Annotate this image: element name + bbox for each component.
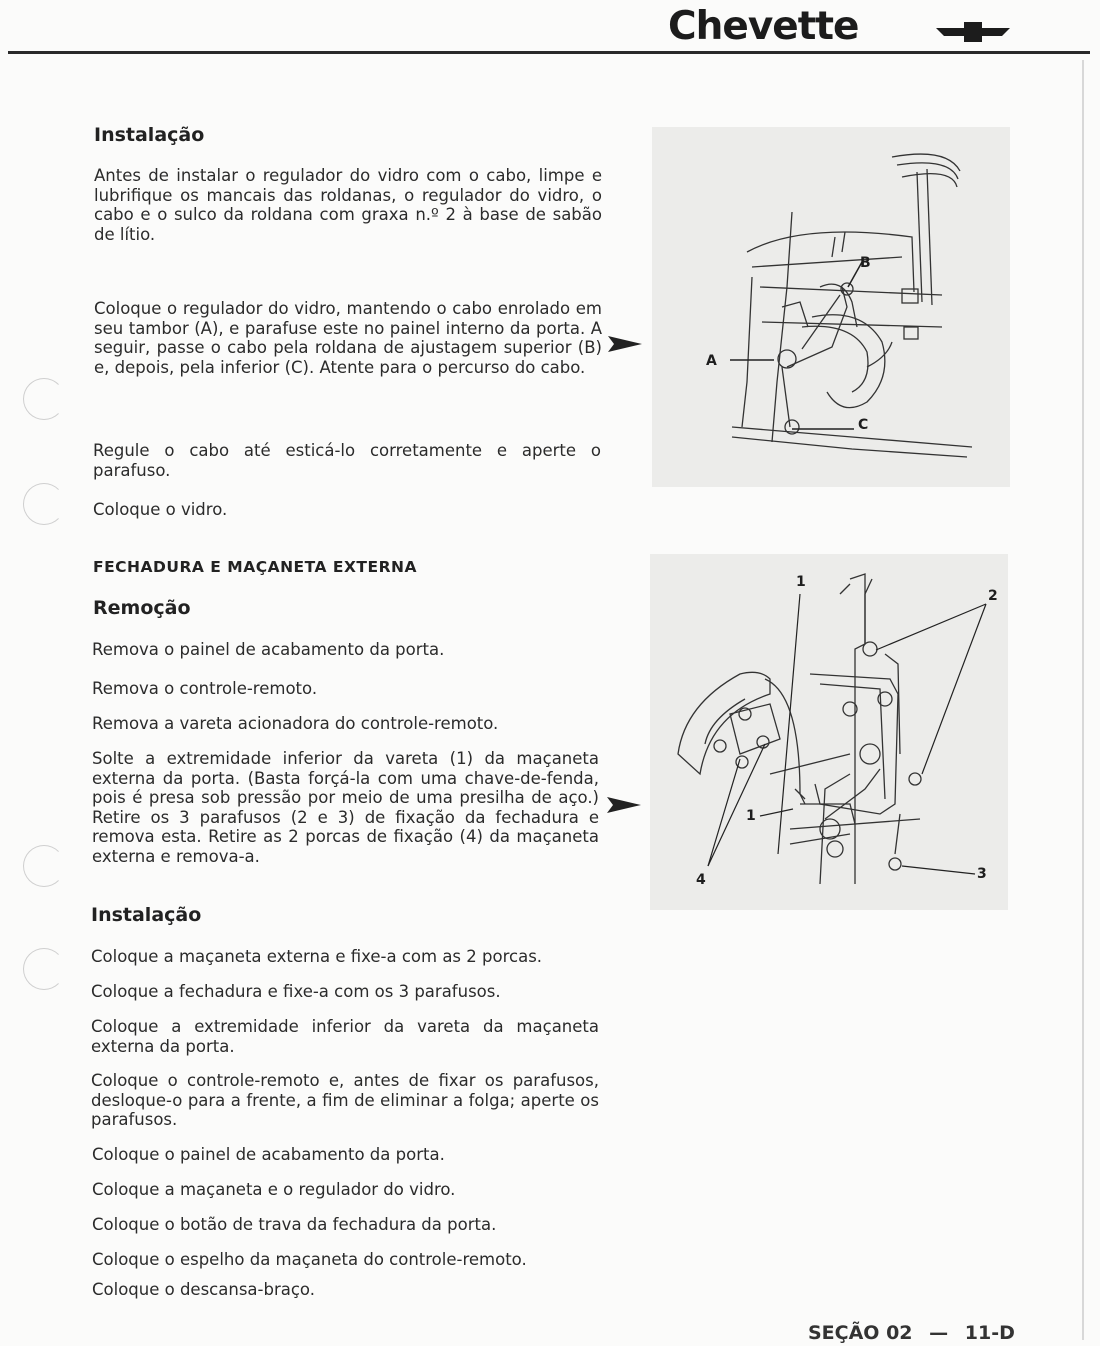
list-item: Coloque a extremidade inferior da vareta da maçaneta externa da porta. [91,1017,599,1056]
figure-label-1-top: 1 [796,574,806,590]
binder-hole [23,483,65,525]
paragraph: Remova a vareta acionadora do controle-remoto. [92,714,499,733]
list-item: Coloque o painel de acabamento da porta. [92,1145,445,1164]
chevrolet-bowtie-logo [936,18,1010,44]
footer-section: SEÇÃO 02 [808,1322,913,1344]
header-rule [8,51,1090,54]
footer-dash: — [929,1322,949,1344]
list-item: Coloque o controle-remoto e, antes de fixar os parafusos, desloque-o para a frente, a fim de eliminar a folga; aperte os parafusos. [91,1071,599,1130]
pointer-arrow-icon [607,797,641,813]
paragraph: Remova o painel de acabamento da porta. [92,640,445,659]
list-item: Coloque o espelho da maçaneta do controle-remoto. [92,1250,527,1269]
page-edge [1082,60,1084,1340]
paragraph: Antes de instalar o regulador do vidro com o cabo, limpe e lubrifique os mancais das roldanas, o regulador do vidro, o cabo e o sulco da roldana com graxa n.º 2 à base de sabão de lítio. [94,166,602,244]
pointer-arrow-icon [608,336,642,352]
door-lock-figure [650,554,1008,910]
footer-page-number: 11-D [964,1322,1015,1344]
list-item: Coloque a fechadura e fixe-a com os 3 parafusos. [91,982,501,1001]
section-heading-instalacao-2: Instalação [91,904,202,926]
paragraph: Regule o cabo até esticá-lo corretamente e aperte o parafuso. [93,441,601,480]
list-item: Coloque o descansa-braço. [92,1280,315,1299]
binder-hole [23,948,65,990]
chevette-logo: Chevette [668,4,859,49]
figure-label-3: 3 [977,866,987,882]
figure-label-b: B [860,255,871,271]
binder-hole [23,378,65,420]
page-footer [808,1322,1025,1344]
list-item: Coloque o botão de trava da fechadura da porta. [92,1215,497,1234]
list-item: Coloque a maçaneta externa e fixe-a com as 2 porcas. [91,947,543,966]
section-title-fechadura: FECHADURA E MAÇANETA EXTERNA [93,558,417,576]
paragraph: Solte a extremidade inferior da vareta (1) da maçaneta externa da porta. (Basta forçá-la com uma chave-de-fenda, pois é presa sob pressão por meio de uma presilha de aço.) Retire os 3 parafusos (2 e 3) de fixação da fechadura e remova esta. Retire as 2 porcas de fixação (4) da maçaneta externa e remova-a. [92,749,599,866]
figure-label-2: 2 [988,588,998,604]
window-regulator-illustration [652,127,1010,487]
door-lock-illustration [650,554,1008,910]
paragraph: Coloque o regulador do vidro, mantendo o cabo enrolado em seu tambor (A), e parafuse este no painel interno da porta. A seguir, passe o cabo pela roldana de ajustagem superior (B) e, depois, pela inferior (C). Atente para o percurso do cabo. [94,299,602,377]
figure-label-c: C [858,417,869,433]
binder-hole [23,845,65,887]
list-item: Coloque a maçaneta e o regulador do vidro. [92,1180,456,1199]
section-heading-instalacao: Instalação [94,124,205,146]
figure-label-4: 4 [696,872,706,888]
figure-label-1-mid: 1 [746,808,756,824]
window-regulator-figure [652,127,1010,487]
paragraph: Remova o controle-remoto. [92,679,318,698]
section-heading-remocao: Remoção [93,597,191,619]
figure-label-a: A [706,353,717,369]
paragraph: Coloque o vidro. [93,500,228,519]
